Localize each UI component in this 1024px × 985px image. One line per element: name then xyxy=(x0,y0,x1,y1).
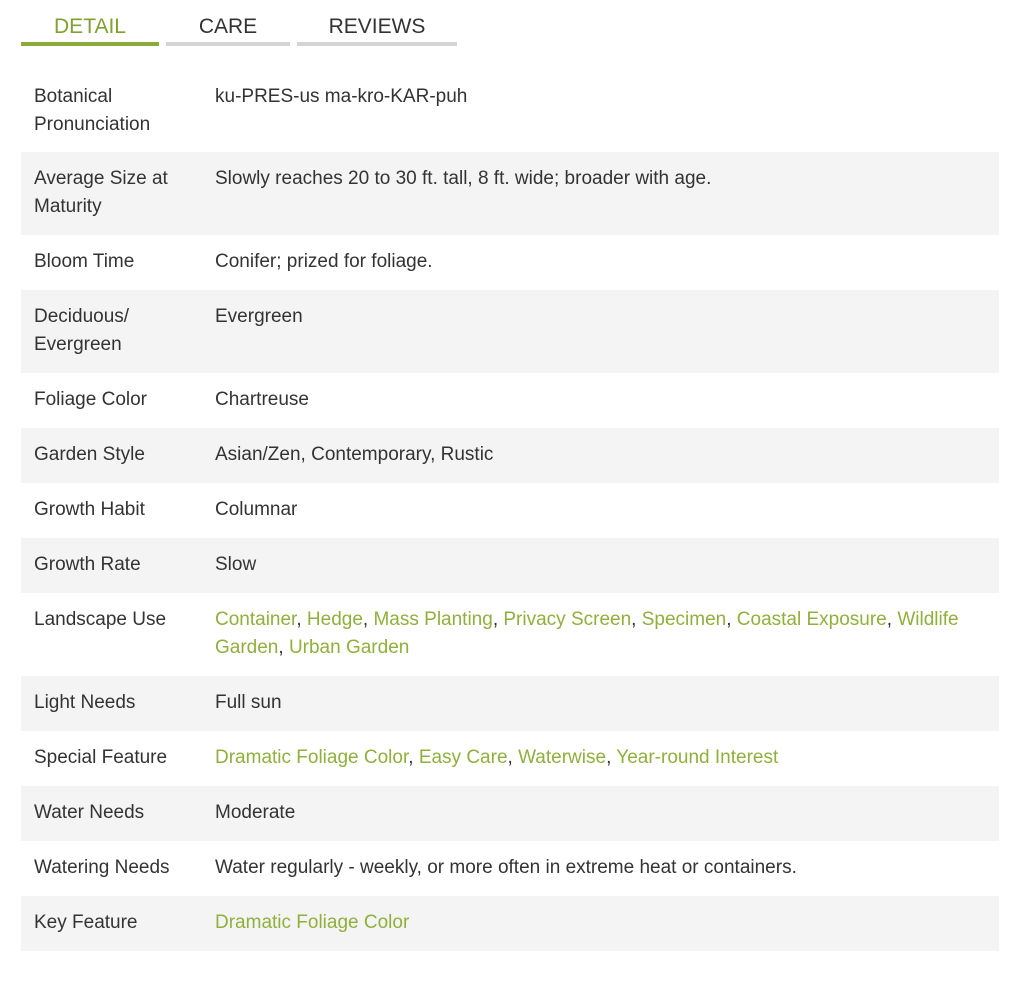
row-value: Full sun xyxy=(215,692,282,713)
special-feature-link[interactable]: Year-round Interest xyxy=(616,747,779,768)
special-feature-link[interactable]: Waterwise xyxy=(518,747,607,768)
row-value: Water regularly - weekly, or more often in extreme heat or containers. xyxy=(215,857,797,878)
row-foliage-color xyxy=(21,373,999,428)
row-value: Moderate xyxy=(215,802,296,823)
row-value: Columnar xyxy=(215,499,298,520)
row-value xyxy=(215,909,999,937)
row-landscape-use xyxy=(21,593,999,676)
row-label: Bloom Time xyxy=(34,251,135,272)
row-value: Slow xyxy=(215,554,257,575)
row-label: Watering Needs xyxy=(34,857,170,878)
row-bloom-time xyxy=(21,235,999,290)
row-average-size xyxy=(21,152,999,235)
special-feature-link[interactable]: Easy Care xyxy=(418,747,508,768)
row-value: Conifer; prized for foliage. xyxy=(215,251,433,272)
row-value: Asian/Zen, Contemporary, Rustic xyxy=(215,444,494,465)
landscape-use-link[interactable]: Mass Planting xyxy=(373,609,493,630)
tab-care[interactable]: CARE xyxy=(166,12,290,46)
key-feature-link[interactable]: Dramatic Foliage Color xyxy=(215,912,410,933)
row-label: Foliage Color xyxy=(34,389,147,410)
row-watering-needs xyxy=(21,841,999,896)
landscape-use-link[interactable]: Container xyxy=(215,609,297,630)
row-value: ku-PRES-us ma-kro-KAR-puh xyxy=(215,86,468,107)
landscape-use-link[interactable]: Specimen xyxy=(641,609,727,630)
plant-detail-table xyxy=(21,69,999,951)
row-deciduous-evergreen xyxy=(21,290,999,373)
row-label: Growth Habit xyxy=(34,499,145,520)
row-value: Container, Hedge, Mass Planting, Privacy Screen, Specimen, Coastal Exposure, Wildlife Garden, Urban Garden xyxy=(215,609,959,658)
row-label: Growth Rate xyxy=(34,554,141,575)
row-label: Key Feature xyxy=(34,912,138,933)
row-value: Evergreen xyxy=(215,306,303,327)
row-label: Light Needs xyxy=(34,692,136,713)
landscape-use-link[interactable]: Privacy Screen xyxy=(503,609,632,630)
row-growth-rate xyxy=(21,538,999,593)
row-botanical-pronunciation xyxy=(21,69,999,152)
row-value: Dramatic Foliage Color, Easy Care, Waterwise, Year-round Interest xyxy=(215,747,779,768)
special-feature-link[interactable]: Dramatic Foliage Color xyxy=(215,747,409,768)
row-label: Botanical Pronunciation xyxy=(34,86,151,135)
row-label: Water Needs xyxy=(34,802,145,823)
row-key-feature xyxy=(21,896,999,951)
landscape-use-link[interactable]: Wildlife Garden xyxy=(215,609,959,658)
row-light-needs xyxy=(21,676,999,731)
row-label: Garden Style xyxy=(34,444,145,465)
landscape-use-link[interactable]: Hedge xyxy=(306,609,363,630)
row-growth-habit xyxy=(21,483,999,538)
row-garden-style xyxy=(21,428,999,483)
row-label: Landscape Use xyxy=(34,609,167,630)
landscape-use-link[interactable]: Coastal Exposure xyxy=(736,609,887,630)
row-label: Deciduous/ Evergreen xyxy=(34,306,130,355)
row-label: Special Feature xyxy=(34,747,168,768)
row-value: Chartreuse xyxy=(215,389,309,410)
row-special-feature xyxy=(21,731,999,786)
row-label: Average Size at Maturity xyxy=(34,168,168,217)
tab-reviews[interactable]: REVIEWS xyxy=(297,12,457,46)
row-value: Slowly reaches 20 to 30 ft. tall, 8 ft. wide; broader with age. xyxy=(215,168,712,189)
tab-detail[interactable]: DETAIL xyxy=(21,12,159,46)
row-water-needs xyxy=(21,786,999,841)
landscape-use-link[interactable]: Urban Garden xyxy=(288,637,410,658)
